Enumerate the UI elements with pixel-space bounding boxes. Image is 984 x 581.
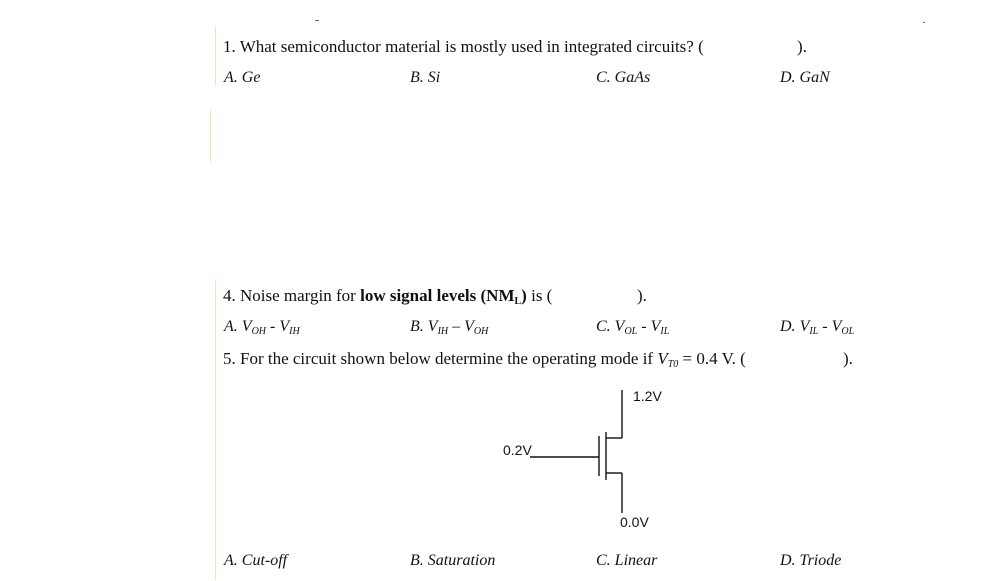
q5-option-d: D. Triode	[780, 552, 842, 569]
margin-bar-bottom	[215, 280, 216, 580]
drain-voltage-label: 1.2V	[633, 388, 662, 404]
q4-option-b: B. $V_{IH} - V_{OH}$	[410, 318, 489, 337]
gate-voltage-label: 0.2V	[503, 442, 532, 458]
question-1-text: 1. What semiconductor material is mostly used in integrated circuits? (	[223, 37, 704, 56]
question-5-close: ).	[843, 349, 853, 368]
question-4-for: for	[336, 286, 356, 305]
question-1-close: ).	[797, 37, 807, 56]
q1-option-c: C. GaAs	[596, 69, 651, 86]
question-4-bold: low signal levels (NML)	[360, 286, 527, 307]
nmos-circuit-diagram	[500, 380, 690, 540]
q4-option-d: D. $V_{IL} - V_{OL}$	[780, 318, 855, 337]
margin-bar-top	[215, 26, 216, 86]
q5-option-b: B. Saturation	[410, 552, 496, 569]
stray-mark	[315, 20, 319, 21]
stray-mark	[923, 22, 925, 23]
q1-option-a: A. Ge	[224, 69, 261, 86]
q4-option-a: A. $V_{OH} - V_{IH}$	[224, 318, 300, 337]
q4-option-c: C. $V_{OL} - V_{IL}$	[596, 318, 670, 337]
margin-bar-mid	[210, 110, 211, 162]
question-5: 5. For the circuit shown below determine the operating mode if $V_{T0} = 0.4$ V. (	[223, 349, 746, 370]
question-4	[223, 286, 552, 307]
question-4-prefix: 4. Noise margin	[223, 286, 337, 305]
source-voltage-label: 0.0V	[620, 514, 649, 530]
question-4-close: ).	[637, 286, 647, 305]
q5-option-a: A. Cut-off	[224, 552, 288, 569]
q1-option-b: B. Si	[410, 69, 441, 86]
question-4-suffix: is (	[526, 286, 553, 305]
q1-option-d: D. GaN	[780, 69, 830, 86]
q5-option-c: C. Linear	[596, 552, 658, 569]
question-1	[223, 37, 704, 57]
